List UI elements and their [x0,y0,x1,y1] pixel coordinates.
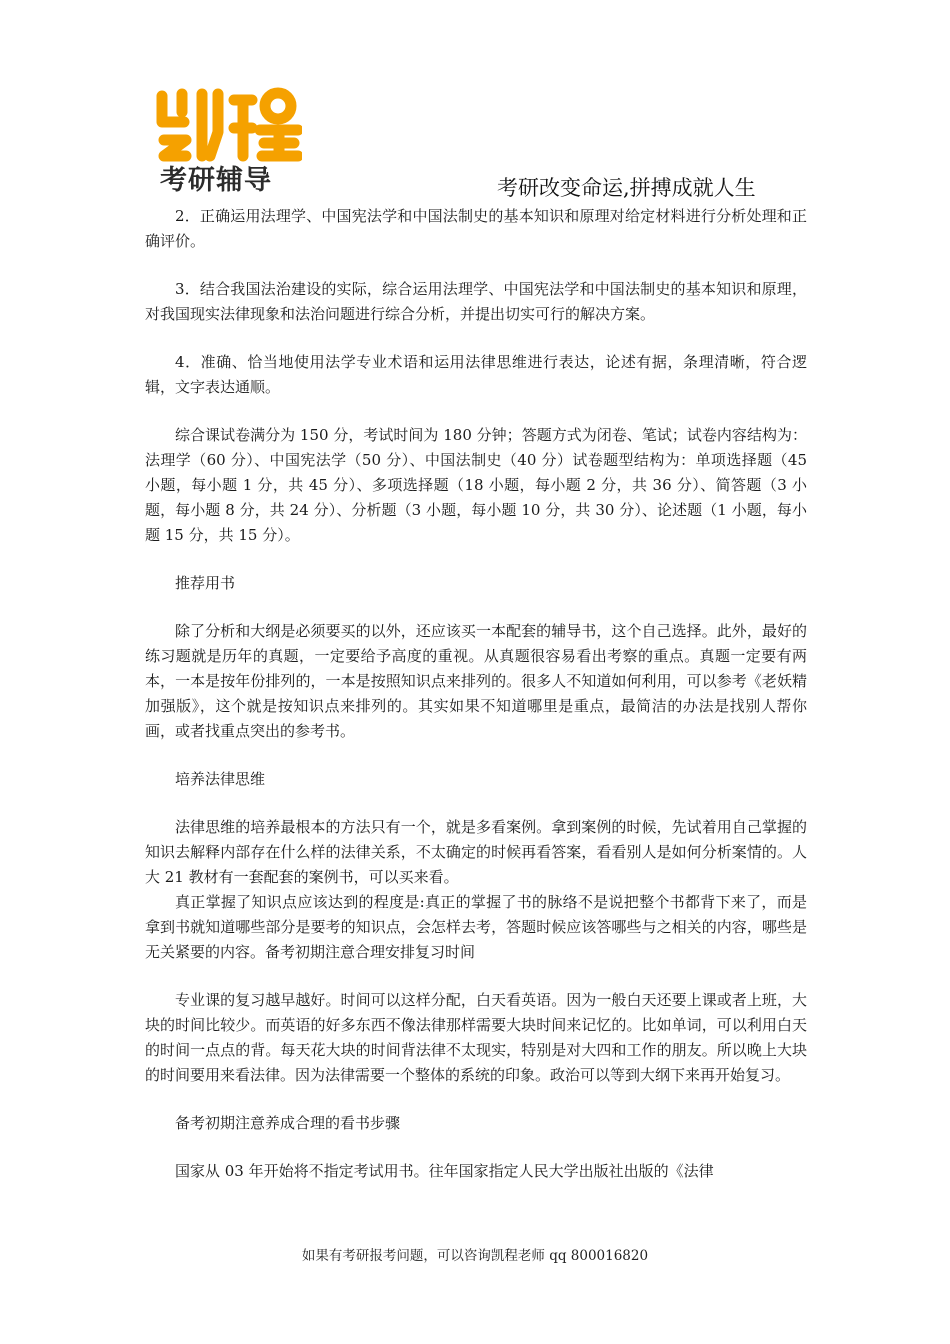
paragraph-time-allocation: 专业课的复习越早越好。时间可以这样分配，白天看英语。因为一般白天还要上课或者上班，大块的时间比较少。而英语的好多东西不像法律那样需要大块时间来记忆的。比如单词，可以利用白天的时间一点点的背。每天花大块的时间背法律不太现实，特别是对大四和工作的朋友。所以晚上大块的时间要用来看法律。因为法律需要一个整体的系统的印象。政治可以等到大纲下来再开始复习。 [145,991,807,1084]
paragraph-exam-structure: 综合课试卷满分为 150 分，考试时间为 180 分钟；答题方式为闭卷、笔试；试卷内容结构为：法理学（60 分）、中国宪法学（50 分）、中国法制史（40 分）试卷题型结构为：单项选择题（45 小题，每小题 1 分，共 45 分）、多项选择题（18 小题，每小题 2 分，共 36 分）、简答题（3 小题，每小题 8 分，共 24 分）、分析题（3 小题，每小题 10 分，共 30 分）、论述题（1 小题，每小题 15 分，共 15 分）。 [145,426,807,544]
paragraph-legal-thinking: 法律思维的培养最根本的方法只有一个，就是多看案例。拿到案例的时候，先试着用自己掌握的知识去解释内部存在什么样的法律关系，不太确定的时候再看答案，看看别人是如何分析案情的。人大 21 教材有一套配套的案例书，可以买来看。 [145,818,807,886]
paragraph-recommended-books: 除了分析和大纲是必须要买的以外，还应该买一本配套的辅导书，这个自己选择。此外，最好的练习题就是历年的真题，一定要给予高度的重视。从真题很容易看出考察的重点。真题一定要有两本，一本是按年份排列的，一本是按照知识点来排列的。很多人不知道如何利用，可以参考《老妖精加强版》，这个就是按知识点来排列的。其实如果不知道哪里是重点，最简洁的办法是找别人帮你画，或者找重点突出的参考书。 [145,622,807,740]
logo-caption: 考研辅导 [160,165,272,196]
section-heading-recommended-books: 推荐用书 [175,574,236,592]
paragraph-item-3: 3．结合我国法治建设的实际，综合运用法理学、中国宪法学和中国法制史的基本知识和原理，对我国现实法律现象和法治问题进行综合分析，并提出切实可行的解决方案。 [145,280,807,323]
header-slogan: 考研改变命运,拼搏成就人生 [497,176,756,200]
paragraph-item-4: 4．准确、恰当地使用法学专业术语和运用法律思维进行表达，论述有据，条理清晰，符合逻辑，文字表达通顺。 [145,353,807,396]
page-footer: 如果有考研报考问题，可以咨询凯程老师 qq 800016820 [301,1248,649,1264]
section-heading-legal-thinking: 培养法律思维 [175,770,266,788]
document-body [145,204,807,1184]
paragraph-reading-steps: 国家从 03 年开始将不指定考试用书。往年国家指定人民大学出版社出版的《法律 [175,1162,714,1180]
logo-brand-mark [152,82,302,162]
section-heading-reading-steps: 备考初期注意养成合理的看书步骤 [175,1114,401,1132]
paragraph-item-2: 2．正确运用法理学、中国宪法学和中国法制史的基本知识和原理对给定材料进行分析处理和正确评价。 [145,207,807,250]
paragraph-mastery: 真正掌握了知识点应该达到的程度是:真正的掌握了书的脉络不是说把整个书都背下来了，而是拿到书就知道哪些部分是要考的知识点，会怎样去考，答题时候应该答哪些与之相关的内容，哪些是无关紧要的内容。备考初期注意合理安排复习时间 [145,893,807,961]
